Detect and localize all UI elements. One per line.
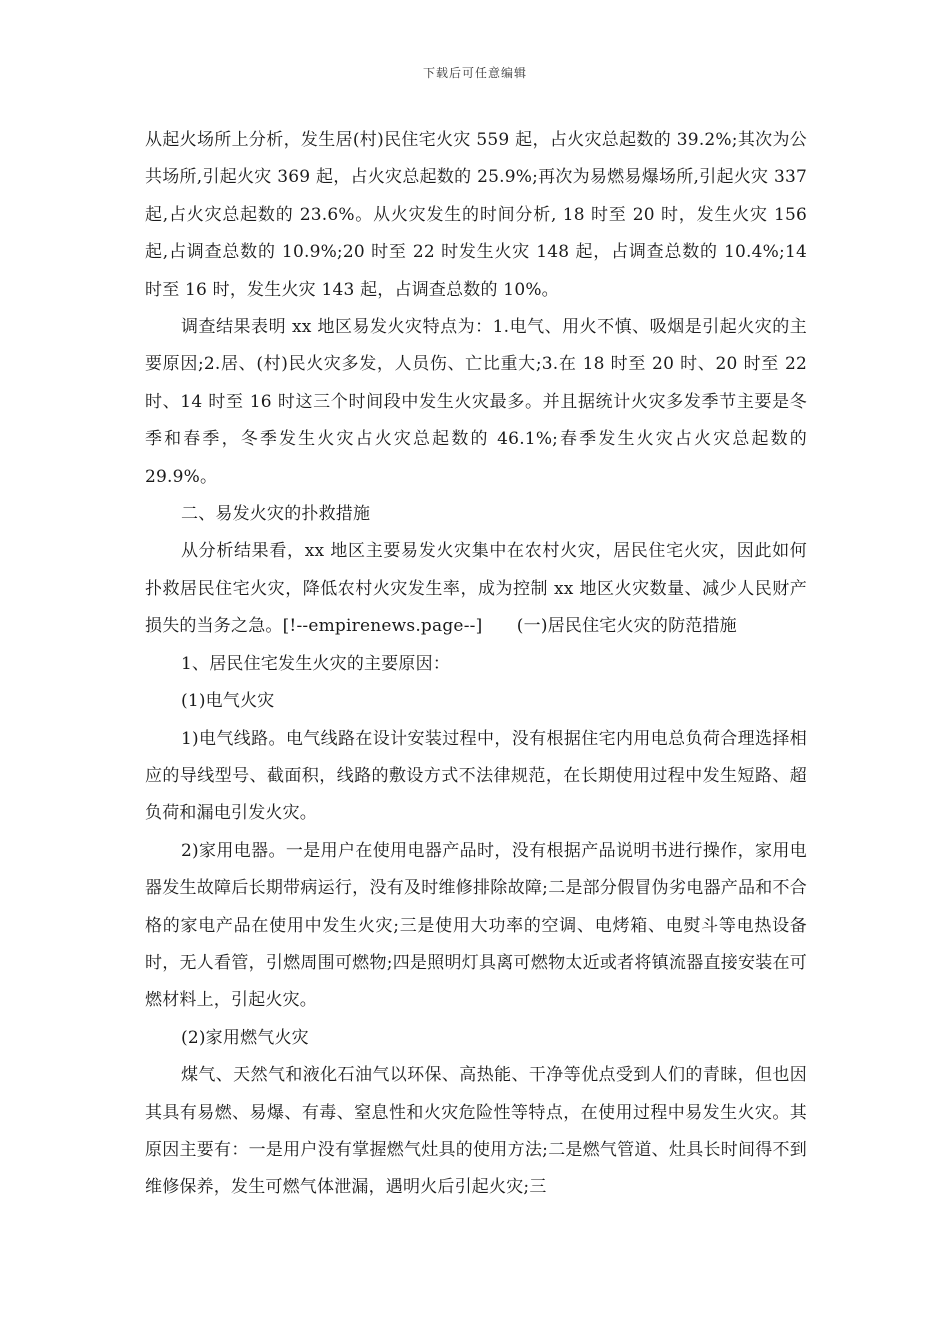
- paragraph-survey-results: 调查结果表明 xx 地区易发火灾特点为：1.电气、用火不慎、吸烟是引起火灾的主要原因;2.居、(村)民火灾多发，人员伤、亡比重大;3.在 18 时至 20 时、20 时至 22 时、14 时至 16 时这三个时间段中发生火灾最多。并且据统计火灾多发季节主要是冬季和春季，冬季发生火灾占火灾总起数的 46.1%;春季发生火灾占火灾总起数的 29.9%。: [145, 317, 807, 487]
- subheading-electrical-fire: (1)电气火灾: [181, 691, 275, 712]
- paragraph-home-appliances: 2)家用电器。一是用户在使用电器产品时，没有根据产品说明书进行操作，家用电器发生故障后长期带病运行，没有及时维修排除故障;二是部分假冒伪劣电器产品和不合格的家电产品在使用中发生火灾;三是使用大功率的空调、电烤箱、电熨斗等电热设备时，无人看管，引燃周围可燃物;四是照明灯具离可燃物太近或者将镇流器直接安装在可燃材料上，引起火灾。: [145, 840, 807, 1011]
- section-heading-rescue-measures: 二、易发火灾的扑救措施: [181, 504, 371, 525]
- subheading-gas-fire: (2)家用燃气火灾: [181, 1027, 309, 1048]
- subheading-main-causes: 1、居民住宅发生火灾的主要原因：: [181, 653, 451, 674]
- paragraph-fire-location-stats: 从起火场所上分析，发生居(村)民住宅火灾 559 起，占火灾总起数的 39.2%;其次为公共场所,引起火灾 369 起，占火灾总起数的 25.9%;再次为易燃易爆场所,引起火灾 337 起,占火灾总起数的 23.6%。从火灾发生的时间分析, 18 时至 20 时，发生火灾 156 起,占调查总数的 10.9%;20 时至 22 时发生火灾 148 起，占调查总数的 10.4%;14 时至 16 时，发生火灾 143 起，占调查总数的 10%。: [145, 130, 807, 300]
- paragraph-electrical-wiring: 1)电气线路。电气线路在设计安装过程中，没有根据住宅内用电总负荷合理选择相应的导线型号、截面积，线路的敷设方式不法律规范，在长期使用过程中发生短路、超负荷和漏电引发火灾。: [145, 728, 807, 824]
- paragraph-gas-fire-causes: 煤气、天然气和液化石油气以环保、高热能、干净等优点受到人们的青睐，但也因其具有易燃、易爆、有毒、窒息性和火灾危险性等特点，在使用过程中易发生火灾。其原因主要有：一是用户没有掌握燃气灶具的使用方法;二是燃气管道、灶具长时间得不到维修保养，发生可燃气体泄漏，遇明火后引起火灾;三: [145, 1065, 807, 1198]
- document-body: [145, 122, 807, 1207]
- paragraph-analysis-results: 从分析结果看，xx 地区主要易发火灾集中在农村火灾，居民住宅火灾，因此如何扑救居民住宅火灾，降低农村火灾发生率，成为控制 xx 地区火灾数量、减少人民财产损失的当务之急。[!--empirenews.page--] (一)居民住宅火灾的防范措施: [145, 541, 807, 637]
- header-note: 下载后可任意编辑: [422, 66, 527, 80]
